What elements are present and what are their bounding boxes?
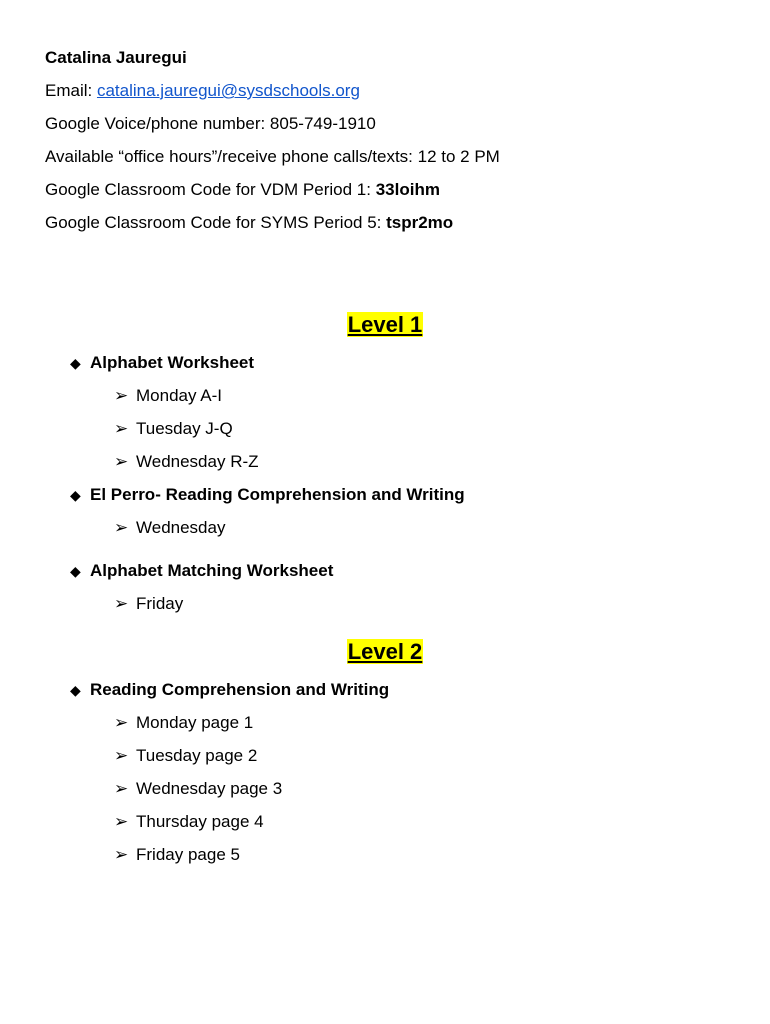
sub-item: [114, 812, 264, 832]
arrowhead-icon: ➢: [114, 779, 129, 798]
phone-line: Google Voice/phone number: 805-749-1910: [45, 114, 376, 133]
level-1-item: [70, 561, 333, 581]
office-hours-line: Available “office hours”/receive phone calls/texts: 12 to 2 PM: [45, 147, 500, 166]
arrowhead-icon: ➢: [114, 812, 129, 831]
sub-item: [114, 845, 240, 865]
sub-item-label: Tuesday J-Q: [136, 419, 233, 438]
sub-item-label: Monday page 1: [136, 713, 254, 732]
arrowhead-icon: ➢: [114, 386, 129, 405]
sub-item: [114, 779, 282, 799]
sub-item-label: Wednesday: [136, 518, 226, 537]
email-line: [45, 81, 360, 101]
level-2-item: [70, 680, 389, 700]
level-2-title: Level 2: [347, 639, 423, 664]
level-1-title: Level 1: [347, 312, 423, 337]
arrowhead-icon: ➢: [114, 419, 129, 438]
arrowhead-icon: ➢: [114, 452, 129, 471]
sub-item-label: Thursday page 4: [136, 812, 264, 831]
sub-item: [114, 386, 222, 406]
diamond-icon: ◆: [70, 355, 81, 371]
diamond-icon: ◆: [70, 487, 81, 503]
sub-item-label: Friday: [136, 594, 184, 613]
arrowhead-icon: ➢: [114, 594, 129, 613]
item-label: El Perro- Reading Comprehension and Writing: [90, 485, 465, 504]
level-1-item: [70, 485, 465, 505]
item-label: Alphabet Matching Worksheet: [90, 561, 334, 580]
sub-item-label: Wednesday R-Z: [136, 452, 259, 471]
level-2-heading: [0, 639, 770, 665]
arrowhead-icon: ➢: [114, 845, 129, 864]
sub-item-label: Friday page 5: [136, 845, 240, 864]
sub-item: [114, 518, 225, 538]
sub-item: [114, 594, 183, 614]
diamond-icon: ◆: [70, 563, 81, 579]
sub-item: [114, 713, 253, 733]
sub-item-label: Monday A-I: [136, 386, 222, 405]
diamond-icon: ◆: [70, 682, 81, 698]
item-label: Reading Comprehension and Writing: [90, 680, 390, 699]
arrowhead-icon: ➢: [114, 518, 129, 537]
sub-item: [114, 452, 259, 472]
vdm-code-label: Google Classroom Code for VDM Period 1:: [45, 180, 376, 199]
item-label: Alphabet Worksheet: [90, 353, 255, 372]
level-1-item: [70, 353, 254, 373]
level-1-heading: [0, 312, 770, 338]
email-link[interactable]: catalina.jauregui@sysdschools.org: [96, 81, 360, 100]
sub-item-label: Wednesday page 3: [136, 779, 283, 798]
vdm-code-line: [45, 180, 440, 200]
arrowhead-icon: ➢: [114, 713, 129, 732]
sub-item-label: Tuesday page 2: [136, 746, 258, 765]
teacher-name: Catalina Jauregui: [45, 48, 187, 67]
email-label: Email:: [45, 81, 97, 100]
syms-code-line: [45, 213, 453, 233]
syms-code: tspr2mo: [386, 213, 454, 232]
vdm-code: 33loihm: [375, 180, 440, 199]
sub-item: [114, 746, 257, 766]
sub-item: [114, 419, 233, 439]
syms-code-label: Google Classroom Code for SYMS Period 5:: [45, 213, 387, 232]
arrowhead-icon: ➢: [114, 746, 129, 765]
